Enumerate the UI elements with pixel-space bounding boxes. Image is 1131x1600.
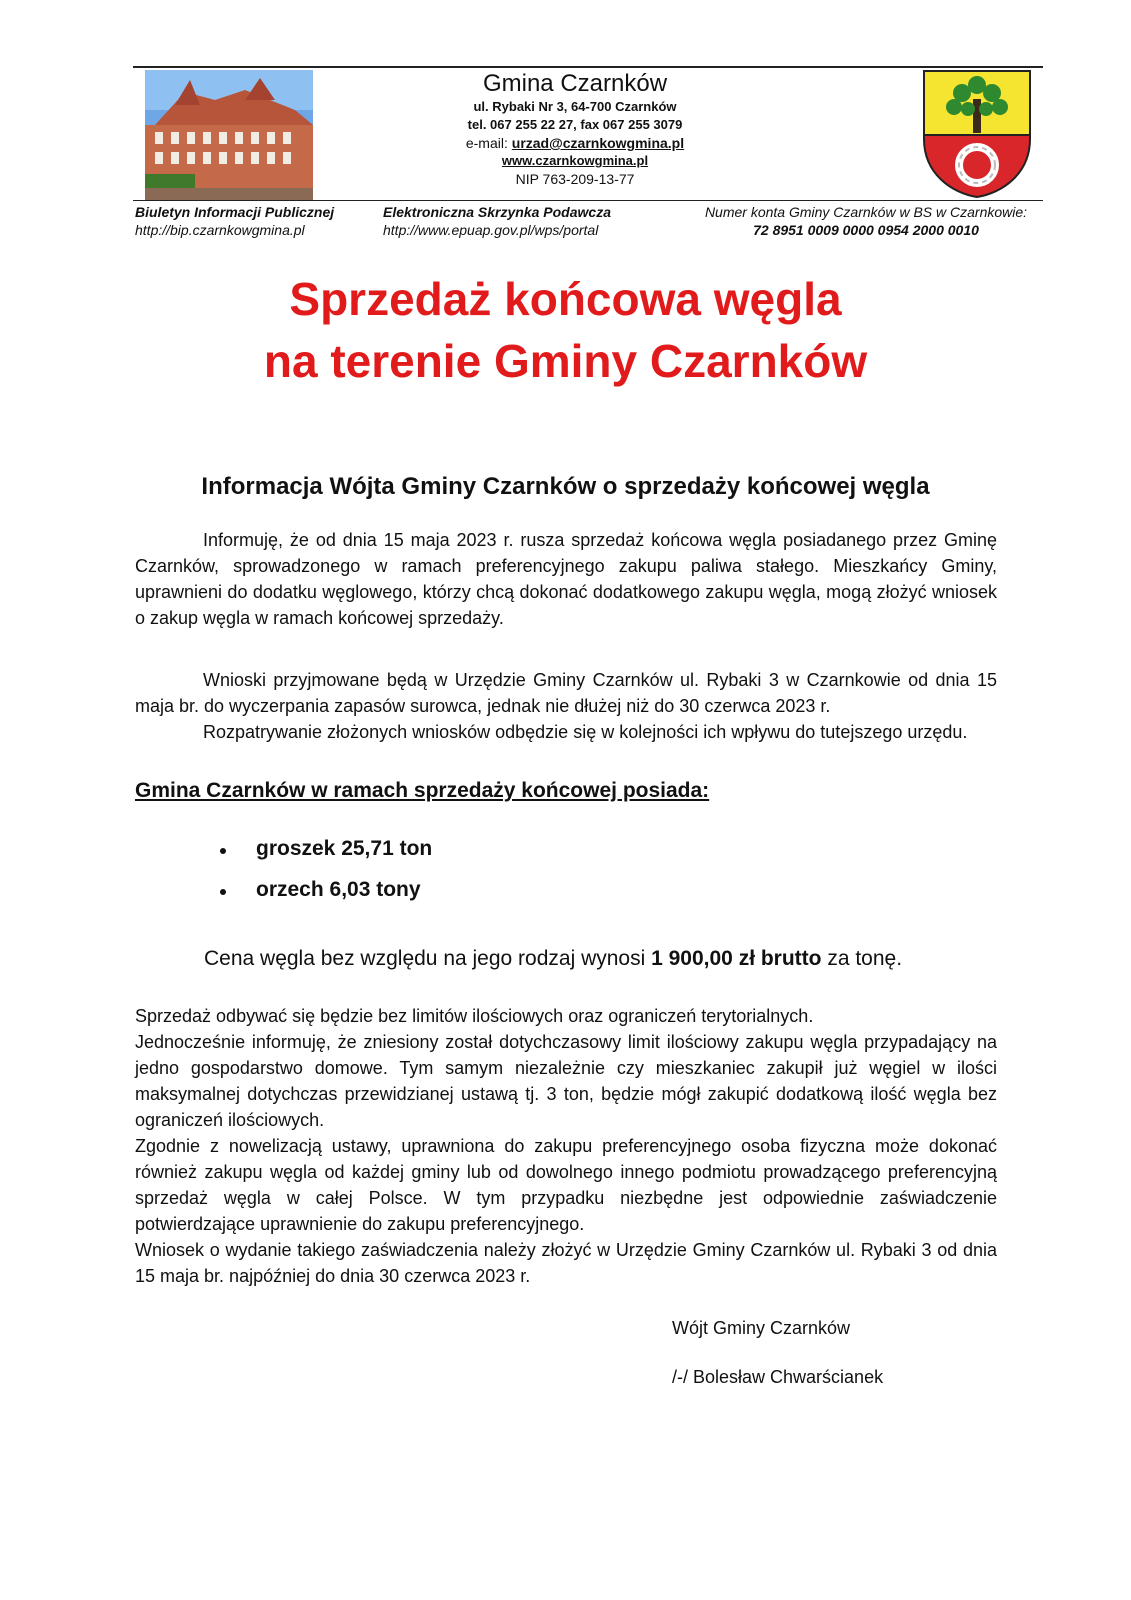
price-text-after: za tonę. — [821, 947, 903, 970]
email-label: e-mail: — [465, 135, 512, 151]
stock-item-groszek: groszek 25,71 ton — [256, 837, 433, 860]
body-line-3: Zgodnie z nowelizacją ustawy, uprawniona do zakupu preferencyjnego osoba fizyczna może dokonać również zakupu węgla od każdej gminy lub od dowolnego innego podmiotu prowadzącego preferencyjną sprzedaż węgla w całej Polsce. W tym przypadku niezbędne jest odpowiednie zaświadczenie potwierdzające uprawnienie do zakupu preferencyjnego. — [135, 1136, 997, 1234]
paragraph-2: Wnioski przyjmowane będą w Urzędzie Gminy Czarnków ul. Rybaki 3 w Czarnkowie od dnia 15 maja br. do wyczerpania zapasów surowca, jednak nie dłużej niż do 30 czerwca 2023 r. — [135, 670, 997, 716]
org-address: ul. Rybaki Nr 3, 64-700 Czarnków — [473, 99, 677, 114]
epuap-url[interactable]: http://www.epuap.gov.pl/wps/portal — [383, 222, 599, 238]
body-line-2: Jednocześnie informuję, że zniesiony został dotychczasowy limit ilościowy zakupu węgla przypadający na jedno gospodarstwo domowe. Tym samym niezależnie czy mieszkaniec zakupił już węgiel w ilości maksymalnej dotychczas przewidzianej ustawą tj. 3 ton, będzie mógł zakupić dodatkową ilość węgla bez ograniczeń ilościowych. — [135, 1032, 997, 1130]
body-text — [135, 1003, 997, 1289]
town-hall-photo — [145, 70, 313, 200]
stock-heading: Gmina Czarnków w ramach sprzedaży końcowej posiada: — [135, 779, 710, 802]
epuap-block — [383, 203, 611, 239]
signature-name: /-/ Bolesław Chwarścianek — [672, 1367, 884, 1387]
stock-item-orzech: orzech 6,03 tony — [256, 878, 421, 901]
account-block — [690, 203, 1042, 239]
header-bottom-rule — [133, 200, 1043, 201]
bip-url[interactable]: http://bip.czarnkowgmina.pl — [135, 222, 305, 238]
bullet-icon — [220, 848, 226, 854]
account-title: Numer konta Gminy Czarnków w BS w Czarnkowie: — [704, 204, 1028, 220]
account-number: 72 8951 0009 0000 0954 2000 0010 — [753, 222, 979, 238]
org-nip: NIP 763-209-13-77 — [515, 171, 635, 187]
org-phone: tel. 067 255 22 27, fax 067 255 3079 — [467, 117, 683, 132]
price-text-before: Cena węgla bez względu na jego rodzaj wynosi — [204, 947, 652, 970]
org-email-line — [360, 135, 790, 151]
price-amount: 1 900,00 zł brutto — [651, 947, 822, 970]
epuap-title: Elektroniczna Skrzynka Podawcza — [383, 204, 611, 220]
header-top-rule — [133, 66, 1043, 68]
email-link[interactable]: urzad@czarnkowgmina.pl — [511, 135, 685, 151]
paragraph-3: Rozpatrywanie złożonych wniosków odbędzie się w kolejności ich wpływu do tutejszego urzędu. — [203, 722, 968, 742]
coat-of-arms — [922, 69, 1032, 199]
title-line-1: Sprzedaż końcowa węgla — [289, 273, 842, 325]
body-line-4: Wniosek o wydanie takiego zaświadczenia należy złożyć w Urzędzie Gminy Czarnków ul. Rybaki 3 od dnia 15 maja br. najpóźniej do dnia 30 czerwca 2023 r. — [135, 1240, 997, 1286]
bullet-icon — [220, 889, 226, 895]
signature-role: Wójt Gminy Czarnków — [672, 1318, 851, 1338]
website-link[interactable]: www.czarnkowgmina.pl — [501, 153, 649, 168]
body-line-1: Sprzedaż odbywać się będzie bez limitów ilościowych oraz ograniczeń terytorialnych. — [135, 1006, 814, 1026]
bip-block — [135, 203, 334, 239]
paragraph-1: Informuję, że od dnia 15 maja 2023 r. rusza sprzedaż końcowa węgla posiadanego przez Gminę Czarnków, sprowadzonego w ramach preferencyjnego zakupu paliwa stałego. Mieszkańcy Gminy, uprawnieni do dodatku węglowego, którzy chcą dokonać dodatkowego zakupu węgla, mogą złożyć wniosek o zakup węgla w ramach końcowej sprzedaży. — [135, 530, 997, 628]
org-name: Gmina Czarnków — [482, 70, 668, 97]
subtitle: Informacja Wójta Gminy Czarnków o sprzedaży końcowej węgla — [201, 473, 930, 500]
title-line-2: na terenie Gminy Czarnków — [263, 335, 868, 387]
bip-title: Biuletyn Informacji Publicznej — [135, 204, 335, 220]
price-line — [204, 947, 902, 971]
